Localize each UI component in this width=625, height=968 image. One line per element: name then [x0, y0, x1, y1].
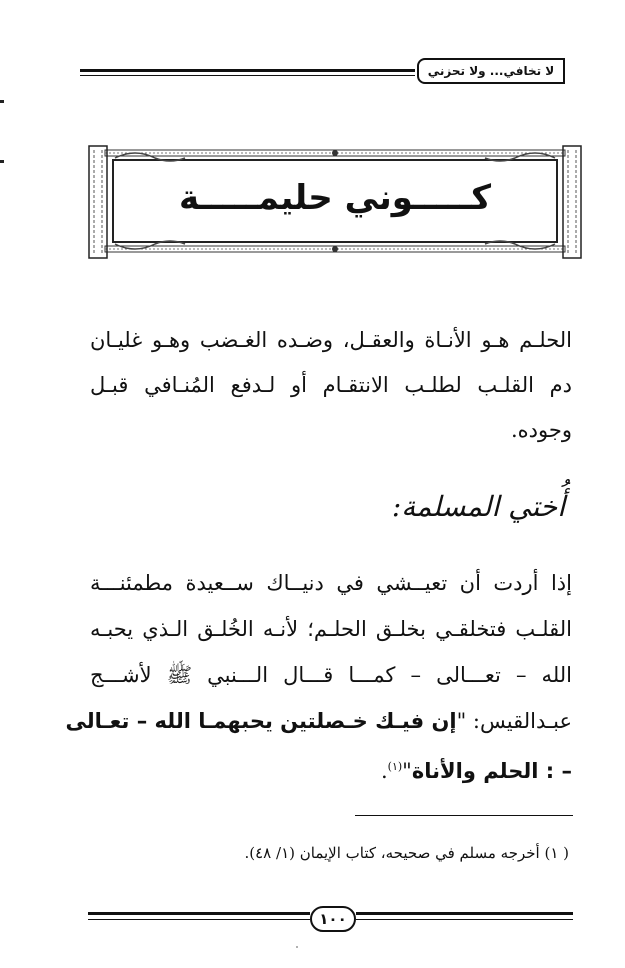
ornamental-title-frame: [85, 142, 585, 262]
paragraph-line: إذا أردت أن تعيــشي في دنيــاك ســعيدة مطمئنـــة: [90, 571, 572, 595]
page-footer: [88, 898, 573, 938]
speck: [296, 946, 298, 948]
footnote-ref[interactable]: (١): [387, 760, 403, 773]
paragraph-line: [65, 698, 572, 744]
advice-paragraph: [65, 560, 572, 794]
period: .: [380, 759, 388, 783]
footer-rule-right-thin: [356, 919, 573, 920]
quote-mark: ": [402, 759, 412, 783]
paragraph-line: [90, 744, 572, 794]
margin-mark: [0, 100, 4, 103]
section-heading: أُختي المسلمة:: [391, 490, 565, 523]
page-number: ١٠٠: [310, 906, 356, 932]
hadith-intro: عبـدالقيس: ": [456, 709, 572, 733]
definition-paragraph: الحلـم هـو الأنـاة والعقـل، وضـده الغـضب وهـو غليـان دم القلـب لطلـب الانتقـام أو لـدفع المُنـافي قبـل وجوده.: [90, 328, 572, 442]
running-title: لا تخافي... ولا تحزني: [417, 58, 565, 84]
paragraph-line: القلـب فتخلقـي بخلـق الحلـم؛ لأنـه الخُلـق الـذي يحبـه: [90, 617, 572, 641]
footnote: ( ١) أخرجه مسلم في صحيحه، كتاب الإيمان (١/ ٤٨).: [244, 844, 569, 862]
chapter-title: كـــــوني حليمـــــة: [179, 178, 491, 218]
header-rule-thin: [80, 75, 415, 76]
footer-rule-left-thin: [88, 919, 310, 920]
margin-mark: [0, 160, 4, 163]
running-header: [80, 56, 565, 86]
footnote-separator: [355, 815, 573, 816]
footer-rule-left-thick: [88, 912, 310, 915]
hadith-quote-end: – : الحلم والأناة: [411, 759, 572, 783]
footer-rule-right-thick: [356, 912, 573, 915]
hadith-quote: إن فيـك خـصلتين يحبهمـا الله – تعـالى: [65, 709, 457, 733]
header-rule-thick: [80, 69, 415, 72]
paragraph-line: الله – تعـــالى – كمـــا قـــال الـــنبي ﷺ لأشـــج: [90, 663, 572, 687]
